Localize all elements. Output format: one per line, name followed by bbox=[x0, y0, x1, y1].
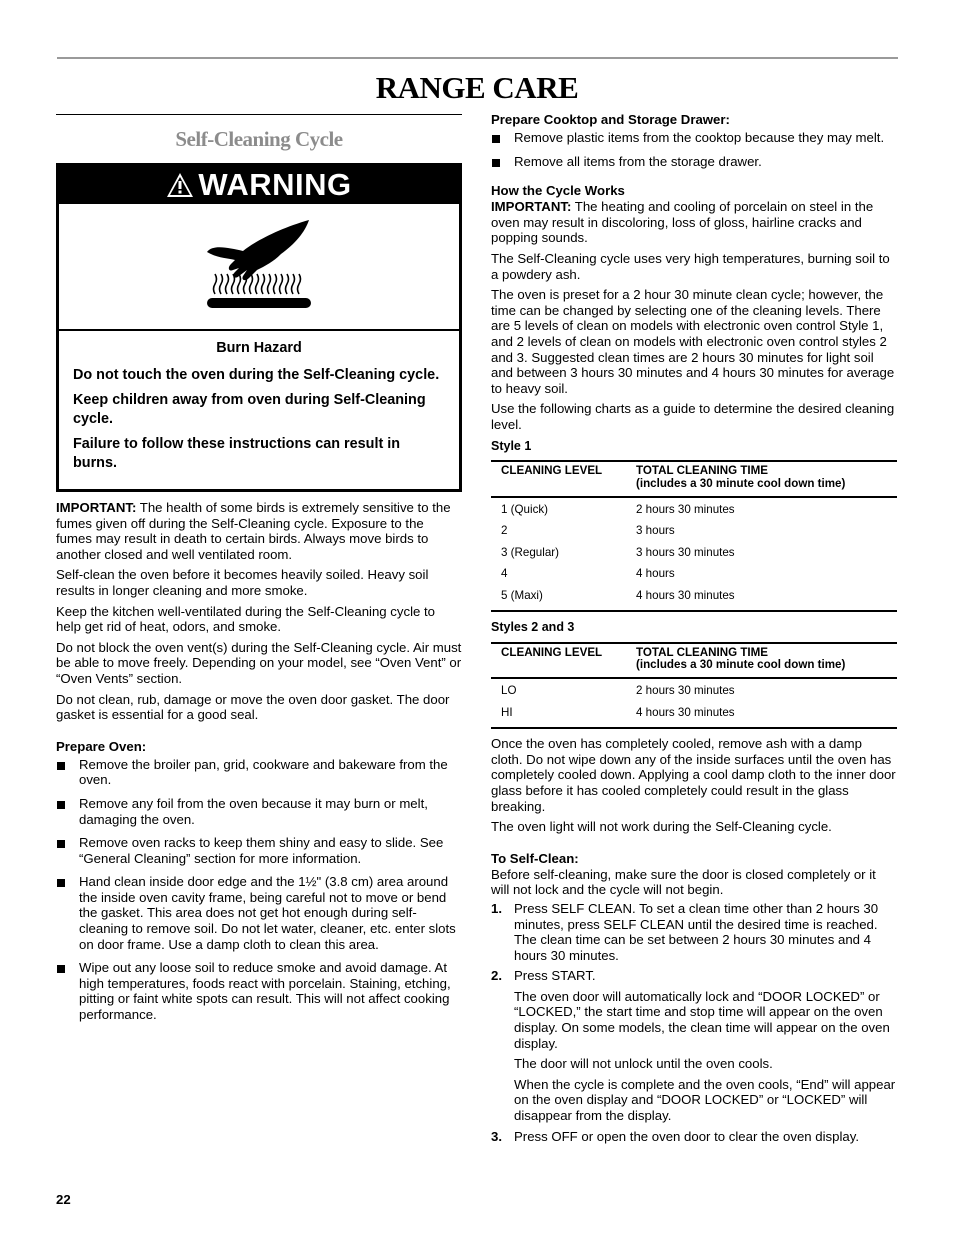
table-row: 3 (Regular) 3 hours 30 minutes bbox=[501, 545, 735, 559]
style1-table bbox=[491, 460, 897, 612]
important-label: IMPORTANT: bbox=[491, 199, 572, 215]
how-important-paragraph bbox=[491, 199, 897, 246]
step-subtext: The oven door will automatically lock and “DOOR LOCKED” or “LOCKED,” the start time and stop time will appear on the oven display. On some models, the clean time will appear on the oven display. bbox=[514, 988, 890, 1051]
self-clean-heading: To Self-Clean: bbox=[491, 850, 579, 866]
paragraph: Use the following charts as a guide to determine the desired cleaning level. bbox=[491, 401, 895, 432]
step-number: 3. bbox=[491, 1128, 502, 1144]
warning-line: Do not touch the oven during the Self-Cleaning cycle. bbox=[73, 366, 440, 383]
important-text: The health of some birds is extremely sensitive to the fumes given off during the Self-Cleaning cycle. Exposure to the fumes may result in death to certain birds. Always move birds to another closed and well ventilated room. bbox=[56, 500, 451, 562]
step-text: Press SELF CLEAN. To set a clean time other than 2 hours 30 minutes, press SELF CLEAN until the desired time is reached. The clean time can be set between 2 hours 30 minutes and 4 hours 30 minutes. bbox=[514, 900, 879, 963]
section-rule bbox=[56, 114, 462, 115]
table-row: 4 4 hours bbox=[501, 567, 675, 581]
warning-body bbox=[59, 331, 459, 489]
hot-surface-hand-icon bbox=[199, 218, 319, 318]
list-item: Remove all items from the storage drawer. bbox=[491, 154, 897, 170]
paragraph: The Self-Cleaning cycle uses very high temperatures, burning soil to a powdery ash. bbox=[491, 250, 890, 282]
page-title: RANGE CARE bbox=[375, 70, 579, 105]
warning-line: Failure to follow these instructions can result in burns. bbox=[73, 436, 401, 471]
style23-table bbox=[491, 642, 897, 730]
important-label: IMPORTANT: bbox=[56, 500, 137, 515]
col-cleaning-level: CLEANING LEVEL bbox=[501, 464, 603, 478]
paragraph: Do not clean, rub, damage or move the oven door gasket. The door gasket is essential for a good seal. bbox=[56, 691, 450, 723]
step-subtext: When the cycle is complete and the oven cools, “End” will appear on the oven display and “DOOR LOCKED” or “LOCKED” will disappear from the display. bbox=[514, 1076, 896, 1124]
paragraph: The oven light will not work during the Self-Cleaning cycle. bbox=[491, 819, 832, 835]
list-item: Remove oven racks to keep them shiny and easy to slide. See “General Cleaning” section for more information. bbox=[56, 835, 462, 866]
table-row: HI 4 hours 30 minutes bbox=[501, 705, 735, 719]
step-item bbox=[491, 968, 897, 1123]
step-number: 1. bbox=[491, 900, 502, 916]
section-title: Self-Cleaning Cycle bbox=[175, 127, 343, 151]
paragraph: Do not block the oven vent(s) during the Self-Cleaning cycle. Air must be able to move freely. Depending on your model, see “Oven Vent” or “Oven Vents” section. bbox=[56, 639, 462, 686]
page-number: 22 bbox=[56, 1192, 71, 1207]
warning-header bbox=[59, 166, 459, 204]
cooktop-heading: Prepare Cooktop and Storage Drawer: bbox=[491, 112, 730, 127]
step-number: 2. bbox=[491, 968, 502, 984]
cooktop-list bbox=[491, 130, 897, 169]
warning-line: Keep children away from oven during Self-Cleaning cycle. bbox=[73, 392, 426, 427]
table-row: 1 (Quick) 2 hours 30 minutes bbox=[501, 502, 735, 516]
list-item: Wipe out any loose soil to reduce smoke and avoid damage. At high temperatures, foods react with porcelain. Staining, etching, pitting or faint white spots can result. This will not affect cooking performance. bbox=[56, 960, 462, 1022]
step-item bbox=[491, 1129, 897, 1145]
right-column bbox=[491, 112, 897, 1149]
step-text: Press OFF or open the oven door to clear the oven display. bbox=[514, 1128, 860, 1144]
col-total-time: TOTAL CLEANING TIME (includes a 30 minute cool down time) bbox=[636, 464, 846, 490]
left-column bbox=[56, 114, 462, 1031]
how-cycle-works-heading: How the Cycle Works bbox=[491, 183, 625, 199]
table-row: 5 (Maxi) 4 hours 30 minutes bbox=[501, 588, 735, 602]
col-cleaning-level: CLEANING LEVEL bbox=[501, 645, 603, 659]
paragraph: Keep the kitchen well-ventilated during the Self-Cleaning cycle to help get rid of heat, odors, and smoke. bbox=[56, 603, 435, 635]
step-item bbox=[491, 901, 897, 963]
self-clean-intro: Before self-cleaning, make sure the door is closed completely or it will not lock and the cycle will not begin. bbox=[491, 866, 876, 898]
paragraph: Once the oven has completely cooled, remove ash with a damp cloth. Do not wipe down any of the inside surfaces until the oven has completely cooled down. Applying a cool damp cloth to the inner door glass before it has cooled completely could result in the glass breaking. bbox=[491, 736, 896, 814]
style23-label: Styles 2 and 3 bbox=[491, 619, 575, 634]
top-rule bbox=[57, 57, 898, 59]
warning-box bbox=[56, 163, 462, 492]
warning-label: WARNING bbox=[198, 167, 352, 203]
paragraph: Self-clean the oven before it becomes heavily soiled. Heavy soil results in longer cleaning and more smoke. bbox=[56, 567, 429, 598]
birds-important-paragraph bbox=[56, 500, 462, 562]
list-item: Hand clean inside door edge and the 1½" (3.8 cm) area around the inside oven cavity frame, being careful not to move or bend the gasket. This area does not get hot enough during self-cleaning to remove soil. Do not let water, cleaner, etc. enter slots on door frame. Use a damp cloth to clean this area. bbox=[56, 874, 462, 952]
list-item: Remove any foil from the oven because it may burn or melt, damaging the oven. bbox=[56, 796, 462, 827]
table-header-row bbox=[491, 643, 897, 679]
paragraph: The oven is preset for a 2 hour 30 minute clean cycle; however, the time can be changed by selecting one of the cleaning levels. There are 5 levels of clean on models with electronic oven control Style 1, and 2 levels of clean on models with electronic oven control styles 2 and 3. Suggested clean times are 2 hours 30 minutes for light soil and between 3 hours 30 minutes and 4 hours 30 minutes for average to heavy soil. bbox=[491, 287, 895, 396]
prepare-oven-heading: Prepare Oven: bbox=[56, 738, 147, 754]
list-item: Remove the broiler pan, grid, cookware and bakeware from the oven. bbox=[56, 757, 462, 788]
table-header-row bbox=[491, 461, 897, 497]
table-row: 2 3 hours bbox=[501, 524, 675, 538]
style1-label: Style 1 bbox=[491, 438, 532, 453]
col-total-time: TOTAL CLEANING TIME (includes a 30 minute cool down time) bbox=[636, 645, 846, 671]
warning-pictogram bbox=[59, 204, 459, 331]
warning-triangle-icon bbox=[166, 172, 194, 198]
step-subtext: The door will not unlock until the oven cools. bbox=[514, 1056, 773, 1072]
important-text: The heating and cooling of porcelain on steel in the oven may result in discoloring, loss of gloss, hairline cracks and popping sounds. bbox=[491, 199, 874, 246]
table-row: LO 2 hours 30 minutes bbox=[501, 684, 735, 698]
prepare-oven-list bbox=[56, 757, 462, 1023]
step-text: Press START. bbox=[514, 968, 596, 984]
warning-hazard: Burn Hazard bbox=[216, 340, 302, 356]
list-item: Remove plastic items from the cooktop because they may melt. bbox=[491, 130, 897, 146]
self-clean-steps bbox=[491, 901, 897, 1144]
